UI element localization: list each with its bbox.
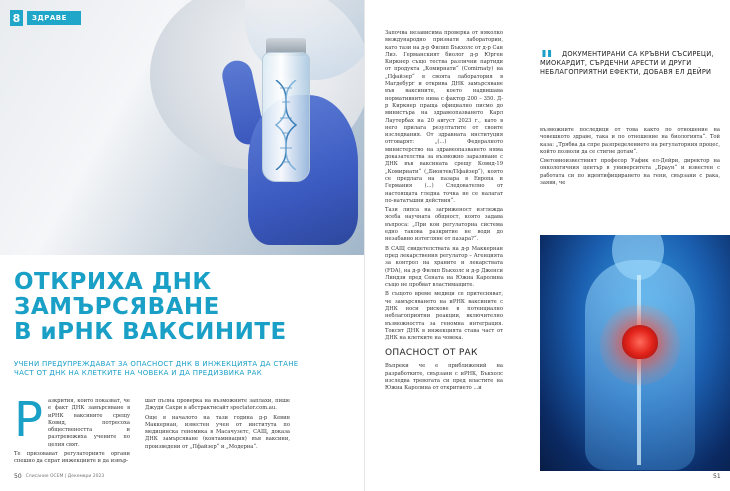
paragraph: шат пълна проверка на възможните заплахи, пише Джуди Сахри в абстрактнсайт spectator.com.au. (145, 398, 290, 412)
right-page-footer (713, 473, 721, 480)
headline-line-3: В иРНК ВАКСИНИТЕ (14, 319, 287, 345)
paragraph: Тази липса на загриженост изглежда ясеба научната общност, която задава въпроса: „При кои регулаторна система едно такова разкритие не води до незабавно изтегляне от пазара?“. (385, 207, 503, 243)
page-number-left: 50 (14, 473, 22, 480)
section-tag (10, 10, 81, 26)
article-headline (14, 270, 354, 345)
section-heading: ОПАСНОСТ ОТ РАК (385, 348, 478, 359)
paragraph: В САЩ свидетелствата на д-р Маккернан пред лекарствения регулатор – Агенцията за контрол на храните и лекарствата (FDA), на д-р Филип Бъкхолс и д-р Дженси Линдзи пред Сената на Южна Каролина също не пробват властимащите. (385, 245, 503, 289)
left-column-1 (14, 392, 130, 478)
paragraph: В същото време медици се притесняват, че замърсяването на иРНК ваксините с ДНК носи рискове в потенциално неблагоприятни реакции, включително възможността за геномна интеграция. Токсят ДНК в инжекцията ставa част от ДНК на клетките на човека. (385, 291, 503, 342)
dna-helix-icon (270, 80, 302, 170)
article-subhead: УЧЕНИ ПРЕДУПРЕЖДАВАТ ЗА ОПАСНОСТ ДНК В ИНЖЕКЦИЯТА ДА СТАНЕ ЧАСТ ОТ ДНК НА КЛЕТКИТЕ НА ЧОВЕКА И ДА ПРЕДИЗВИКА РАК (14, 360, 299, 377)
pull-quote-text: ДОКУМЕНТИРАНИ СА КРЪВНИ СЪСИРЕЦИ, МИОКАРДИТ, СЪРДЕЧНИ АРЕСТИ И ДРУГИ НЕБЛАГОПРИЯТНИ ЕФЕКТИ, ДОБАВЯ ЕЛ ДЕЙРИ (540, 50, 714, 76)
paragraph: Световноизвестният професор Уафик ел-Дейри, директор на онкологичния център в университета „Браун“ и известен с работата си по идентифицирането на гени, свързани с рака, заяви, че (540, 158, 720, 187)
paragraph: Те призовават регулаторните органи спешно да спрат инжекциите и да извър- (14, 451, 130, 465)
drop-cap: Р (14, 392, 43, 448)
hero-photo-vaccine-vial (0, 0, 365, 255)
page-number-right: 51 (713, 473, 721, 480)
pull-quote (540, 46, 720, 77)
quote-mark-icon: " (540, 46, 554, 76)
left-page-footer (14, 473, 104, 480)
headline-line-1: ОТКРИХА ДНК (14, 269, 212, 295)
headline-line-2: ЗАМЪРСЯВАНЕ (14, 294, 220, 320)
paragraph: азкрития, които показват, че е факт ДНК замърсяване в иРНК ваксините срещу Ковид, потресоха обществеността и разтревожиха учените по целия свят. (48, 398, 130, 448)
paragraph: Въпреки че е приближений на разработките, свързани с иРНК, Бъкхолс изследва тревогата си пред властите на Южна Каролина от откритието ...и (385, 363, 503, 392)
section-number: 8 (10, 10, 23, 26)
right-column-1 (385, 30, 503, 470)
human-body-heart-illustration (540, 235, 730, 471)
left-column-2 (145, 398, 290, 478)
right-column-2 (540, 127, 720, 237)
paragraph: възможните последици от това както по отношение на човешкото здраве, така и по отношение на биологията“. Той каза: „Трябва да спре разпределението на регулаторния процес, който позволи да се стигне дотам“. (540, 127, 720, 155)
right-page (365, 0, 730, 491)
magazine-name: Списание ОСЕМ | Декември 2023 (25, 474, 105, 479)
heart-icon (622, 325, 658, 359)
paragraph: Още в началото на тази година д-р Кевин Маккернан, известен учен от института по медицинска геномика в Масачузетс, САЩ, доказа ДНК замърсяване (контаминация) във ваксини, произведени от „Пфайзер“ и „Модерна“. (145, 414, 290, 450)
section-label: ЗДРАВЕ (27, 11, 81, 25)
paragraph: Започва независима проверка от няколко международно признати лаборатории, като тази на д-р Филип Бъкхолс от д-р Сан Лиз. Германският биолог д-р Юрген Киркнер също тества различни партиди от продукта „Комирнати“ (Comirnaty) на „Пфайзер“ в своята лаборатория в Магдебург и откривa ДНК замърсяване във ваксините, което надвишава нормативните нива с фактор 200 – 350. Д-р Киркнер праща официално писмо до министъра на здравеопазването Карл Лаутербах на 20 август 2023 г., като в него прилага резултатите от своите изследвания. От здравната институция отговарят: „(...) Федералното министерство на здравеопазването няма доказателства за възможно заразяване с ДНК във ваксината срещу Ковид-19 „Комирнати“ („Бионтек/Пфайзер“), която се предлага на пазара в Европа и Германия (...) Следователно от настоящата гледна точка не се налагат по-нататъшни действия“. (385, 30, 503, 204)
